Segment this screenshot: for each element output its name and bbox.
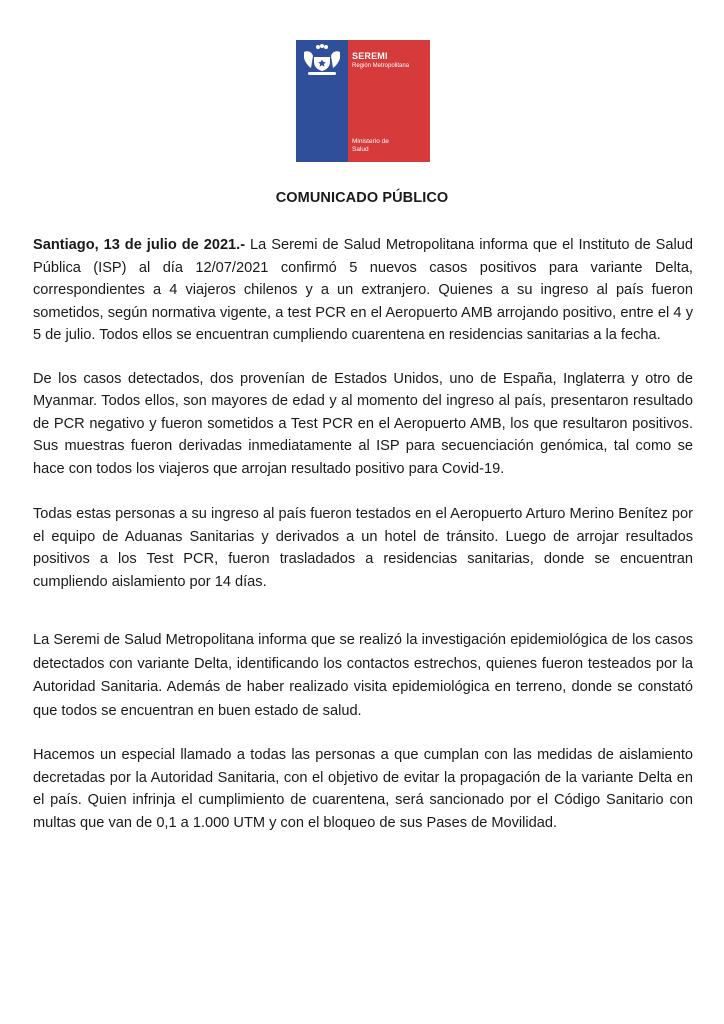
paragraph-1-text: La Seremi de Salud Metropolitana informa que el Instituto de Salud Pública (ISP) al día 12/07/2021 confirmó 5 nuevos casos positivos para variante Delta, correspondientes a 4 viajeros chilenos y a un extranjero. Quienes a su ingreso al país fueron sometidos, según normativa vigente, a test PCR en el Aeropuerto AMB arrojando positivo, entre el 4 y 5 de julio. Todos ellos se encuentran cumpliendo cuarentena en residencias sanitarias a la fecha. xyxy=(33,237,693,343)
paragraph-4: La Seremi de Salud Metropolitana informa que se realizó la investigación epidemiológica de los casos detectados con variante Delta, identificando los contactos estrechos, quienes fueron testeados por la Autoridad Sanitaria. Además de haber realizado visita epidemiológica en terreno, donde se constató que todos se encuentran en buen estado de salud. xyxy=(33,632,693,719)
dateline: Santiago, 13 de julio de 2021.- xyxy=(33,237,246,253)
paragraph-5: Hacemos un especial llamado a todas las personas a que cumplan con las medidas de aislamiento decretadas por la Autoridad Sanitaria, con el objetivo de evitar la propagación de la variante Delta en el país. Quien infrinja el cumplimiento de cuarentena, será sancionado por el Código Sanitario con multas que van de 0,1 a 1.000 UTM y con el bloqueo de sus Pases de Movilidad. xyxy=(33,747,693,831)
paragraph-1 xyxy=(33,234,693,347)
logo-blue-panel xyxy=(296,40,348,162)
logo-title: SEREMI xyxy=(352,51,388,61)
logo-subtitle: Región Metropolitana xyxy=(352,63,410,69)
chile-coat-of-arms-icon xyxy=(300,44,344,78)
document-title: COMUNICADO PÚBLICO xyxy=(275,190,449,206)
logo-ministry-line1: Ministerio de xyxy=(352,138,389,145)
logo-ministry xyxy=(352,138,412,154)
seremi-logo xyxy=(296,40,430,162)
logo-red-panel xyxy=(348,40,430,162)
paragraph-2: De los casos detectados, dos provenían de Estados Unidos, uno de España, Inglaterra y otro de Myanmar. Todos ellos, son mayores de edad y al momento del ingreso al país, presentaron resultado de PCR negativo y fueron sometidos a Test PCR en el Aeropuerto AMB, los que resultaron positivos. Sus muestras fueron derivadas inmediatamente al ISP para secuenciación genómica, tal como se hace con todos los viajeros que arrojan resultado positivo para Covid-19. xyxy=(33,370,693,477)
document-body xyxy=(33,234,693,834)
logo-ministry-line2: Salud xyxy=(352,146,369,153)
paragraph-3: Todas estas personas a su ingreso al país fueron testados en el Aeropuerto Arturo Merino Benítez por el equipo de Aduanas Sanitarias y derivados a un hotel de tránsito. Luego de arrojar resultados positivos a los Test PCR, fueron trasladados a residencias sanitarias, donde se encuentran cumpliendo aislamiento por 14 días. xyxy=(33,506,693,590)
